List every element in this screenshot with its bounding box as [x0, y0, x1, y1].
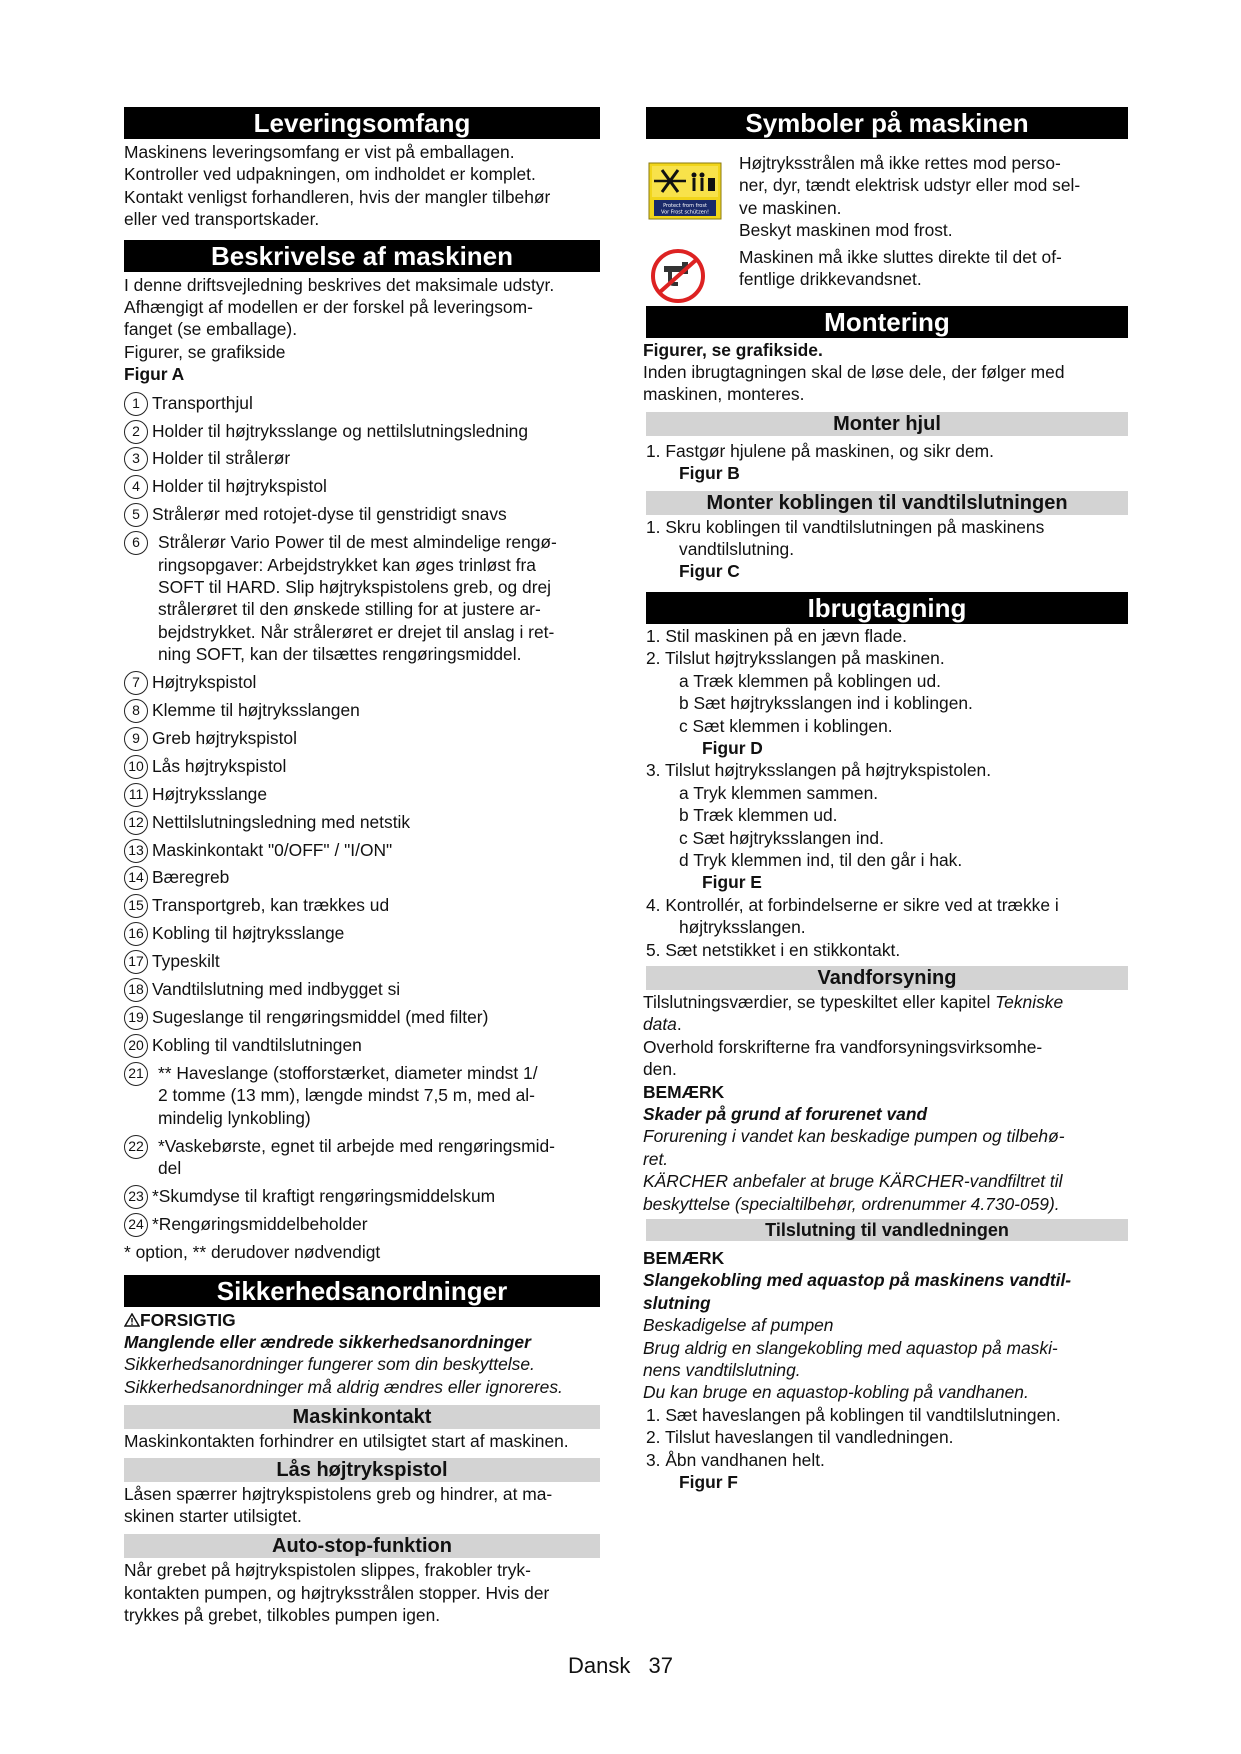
part-item: [124, 1213, 600, 1235]
figure-label: Figur B: [679, 463, 740, 484]
step: 3. Åbn vandhanen helt.: [646, 1449, 825, 1470]
text-span: .: [676, 1014, 682, 1035]
heading-tilslutning: Tilslutning til vandledningen: [646, 1219, 1128, 1241]
heading-symboler: Symboler på maskinen: [646, 107, 1128, 139]
text-line: Når grebet på højtrykspistolen slippes, frakobler tryk-: [124, 1560, 531, 1581]
part-item: [124, 531, 600, 665]
part-number-circle: 9: [124, 727, 148, 751]
no-drinking-water-icon: [650, 248, 706, 304]
part-item: [124, 950, 600, 972]
note-title: slutning: [643, 1292, 711, 1313]
text-line: den.: [643, 1059, 677, 1080]
step: 1. Stil maskinen på en jævn flade.: [646, 625, 908, 646]
note-text: Du kan bruge en aquastop-kobling på vandhanen.: [643, 1382, 1029, 1403]
heading-sikkerhed: Sikkerhedsanordninger: [124, 1275, 600, 1307]
heading-monter-kobling: Monter koblingen til vandtilslutningen: [646, 491, 1128, 515]
text-span-italic: Tekniske: [995, 991, 1064, 1012]
footnote: * option, ** derudover nødvendigt: [124, 1242, 381, 1263]
text-line: ner, dyr, tændt elektrisk udstyr eller mod sel-: [739, 175, 1081, 196]
part-label: del: [158, 1157, 182, 1178]
text-line: I denne driftsvejledning beskrives det maksimale udstyr.: [124, 274, 555, 295]
part-number-circle: 1: [124, 392, 148, 416]
sub-step: d Tryk klemmen ind, til den går i hak.: [679, 849, 963, 870]
part-item: [124, 1006, 600, 1028]
part-label: Kobling til højtryksslange: [152, 923, 345, 944]
sub-step: b Træk klemmen ud.: [679, 805, 838, 826]
part-number-circle: 21: [124, 1062, 148, 1086]
part-number-circle: 3: [124, 447, 148, 471]
frost-icon-text: Protect from frost: [663, 203, 707, 209]
left-column: [124, 107, 600, 1627]
part-number-circle: 7: [124, 671, 148, 695]
note-text: Beskadigelse af pumpen: [643, 1315, 834, 1336]
note-text: ret.: [643, 1148, 669, 1169]
section-sikkerhed: [124, 1275, 600, 1627]
text-line: Maskinens leveringsomfang er vist på emballagen.: [124, 142, 515, 162]
part-number-circle: 18: [124, 978, 148, 1002]
note-label: BEMÆRK: [643, 1248, 725, 1269]
step: 2. Tilslut haveslangen til vandledningen.: [646, 1427, 954, 1448]
part-label: Strålerør med rotojet-dyse til genstridigt snavs: [152, 504, 507, 525]
heading-vandforsyning: Vandforsyning: [646, 966, 1128, 990]
part-number-circle: 5: [124, 503, 148, 527]
part-number-circle: 23: [124, 1185, 148, 1209]
part-number-circle: 14: [124, 866, 148, 890]
part-item: [124, 811, 600, 833]
part-item: [124, 420, 600, 442]
part-item: [124, 392, 600, 414]
text-line: eller ved transportskader.: [124, 209, 320, 230]
text-line: Kontroller ved udpakningen, om indholdet er komplet.: [124, 164, 536, 185]
step: 2. Tilslut højtryksslangen på maskinen.: [646, 648, 945, 669]
section-leveringsomfang: [124, 107, 600, 231]
text-line: Afhængigt af modellen er der forskel på leveringsom-: [124, 297, 533, 318]
text-line: Figurer, se grafikside: [124, 341, 286, 362]
footer-language: Dansk: [568, 1653, 631, 1678]
warning-title: Manglende eller ændrede sikkerhedsanordninger: [124, 1331, 531, 1352]
part-label: ning SOFT, kan der tilsættes rengøringsmiddel.: [158, 644, 522, 665]
part-item: [124, 894, 600, 916]
part-item: [124, 978, 600, 1000]
part-label: Transportgreb, kan trækkes ud: [152, 895, 390, 916]
part-label: Holder til strålerør: [152, 448, 291, 469]
part-number-circle: 24: [124, 1213, 148, 1237]
heading-ibrugtagning: Ibrugtagning: [646, 592, 1128, 624]
note-title: Slangekobling med aquastop på maskinens vandtil-: [643, 1270, 1072, 1291]
figure-label: Figur D: [702, 737, 763, 758]
text-line: trykkes på grebet, tilkobles pumpen igen.: [124, 1605, 441, 1626]
figure-label: Figur F: [679, 1472, 738, 1493]
page-footer: [0, 1652, 1241, 1680]
heading-laas: Lås højtrykspistol: [124, 1458, 600, 1482]
section-ibrugtagning: [646, 592, 1128, 961]
text-line: fentlige drikkevandsnet.: [739, 269, 922, 290]
part-item: [124, 671, 600, 693]
heading-maskinkontakt: Maskinkontakt: [124, 1405, 600, 1429]
part-label: Strålerør Vario Power til de mest almindelige rengø-: [158, 532, 557, 553]
text-line: maskinen, monteres.: [643, 384, 805, 405]
warning-triangle-icon: [124, 1313, 140, 1327]
note-label: BEMÆRK: [643, 1081, 725, 1102]
part-label: Kobling til vandtilslutningen: [152, 1034, 362, 1055]
part-number-circle: 4: [124, 475, 148, 499]
page-number: 37: [648, 1653, 673, 1678]
part-number-circle: 19: [124, 1006, 148, 1030]
note-text: KÄRCHER anbefaler at bruge KÄRCHER-vandfiltret til: [643, 1171, 1063, 1192]
sub-step: a Tryk klemmen sammen.: [679, 782, 879, 803]
part-label: Typeskilt: [152, 951, 220, 972]
figure-label: Figur A: [124, 364, 185, 385]
text-line: Overhold forskrifterne fra vandforsyningsvirksomhe-: [643, 1036, 1043, 1057]
step: 3. Tilslut højtryksslangen på højtrykspistolen.: [646, 760, 992, 781]
part-label: Holder til højtryksslange og nettilslutningsledning: [152, 420, 529, 441]
text-line: kontakten pumpen, og højtryksstrålen stopper. Hvis der: [124, 1582, 550, 1603]
right-column: [643, 107, 1128, 1494]
part-item: [124, 839, 600, 861]
part-label: Maskinkontakt "0/OFF" / "I/ON": [152, 839, 393, 860]
part-label: Holder til højtrykspistol: [152, 476, 327, 497]
heading-autostop: Auto-stop-funktion: [124, 1534, 600, 1558]
part-item: [124, 727, 600, 749]
heading-leveringsomfang: Leveringsomfang: [124, 107, 600, 139]
part-item: [124, 1185, 600, 1207]
part-number-circle: 8: [124, 699, 148, 723]
part-label: Greb højtrykspistol: [152, 727, 297, 748]
text-line: [643, 991, 1128, 1013]
part-number-circle: 13: [124, 839, 148, 863]
frost-icon-text: Vor Frost schützen!: [661, 209, 709, 216]
text-line: Inden ibrugtagningen skal de løse dele, der følger med: [643, 362, 1065, 383]
part-item: [124, 783, 600, 805]
text-line: Beskyt maskinen mod frost.: [739, 220, 953, 241]
section-symboler: [646, 107, 1128, 306]
part-item: [124, 922, 600, 944]
step: 1. Sæt haveslangen på koblingen til vandtilslutningen.: [646, 1404, 1061, 1425]
part-number-circle: 15: [124, 894, 148, 918]
part-label: Transporthjul: [152, 392, 253, 413]
text-line-bold: Figurer, se grafikside.: [643, 339, 823, 360]
part-item: [124, 503, 600, 525]
part-label: strålerøret til den ønskede stilling for at justere ar-: [158, 599, 541, 620]
heading-beskrivelse: Beskrivelse af maskinen: [124, 240, 600, 272]
part-label: Klemme til højtryksslangen: [152, 700, 360, 721]
part-number-circle: 20: [124, 1034, 148, 1058]
sub-step: c Sæt højtryksslangen ind.: [679, 827, 884, 848]
section-beskrivelse: [124, 240, 600, 1264]
step: 5. Sæt netstikket i en stikkontakt.: [646, 939, 901, 960]
note-text: nens vandtilslutning.: [643, 1360, 801, 1381]
warning-text: Sikkerhedsanordninger fungerer som din beskyttelse.: [124, 1354, 535, 1375]
text-line: ve maskinen.: [739, 197, 842, 218]
part-item: [124, 866, 600, 888]
text-line: Låsen spærrer højtrykspistolens greb og hindrer, at ma-: [124, 1483, 553, 1504]
step-continued: højtryksslangen.: [679, 917, 806, 938]
frost-warning-icon: [648, 162, 722, 220]
symbol-row-2: [646, 246, 1128, 306]
step: 1. Fastgør hjulene på maskinen, og sikr dem.: [646, 440, 994, 461]
figure-label: Figur E: [702, 872, 762, 893]
part-number-circle: 2: [124, 420, 148, 444]
heading-monter-hjul: Monter hjul: [646, 412, 1128, 436]
part-number-circle: 22: [124, 1135, 148, 1159]
part-label: *Rengøringsmiddelbeholder: [152, 1213, 368, 1234]
heading-montering: Montering: [646, 306, 1128, 338]
part-label: bejdstrykket. Når strålerøret er drejet til anslag i ret-: [158, 621, 555, 642]
sub-step: a Træk klemmen på koblingen ud.: [679, 670, 941, 691]
part-label: Nettilslutningsledning med netstik: [152, 811, 411, 832]
step: 1. Skru koblingen til vandtilslutningen på maskinens: [646, 516, 1045, 537]
part-item: [124, 699, 600, 721]
warning-label: FORSIGTIG: [140, 1309, 236, 1330]
part-item: [124, 447, 600, 469]
warning-line: [124, 1309, 600, 1331]
part-item: [124, 475, 600, 497]
note-text: beskyttelse (specialtilbehør, ordrenummer 4.730-059).: [643, 1193, 1060, 1214]
part-number-circle: 6: [124, 531, 148, 555]
text-line: [643, 1013, 1128, 1035]
text-span-italic: data: [643, 1014, 677, 1035]
part-label: *Skumdyse til kraftigt rengøringsmiddelskum: [152, 1185, 496, 1206]
section-vandforsyning: [643, 966, 1128, 1215]
part-label: Sugeslange til rengøringsmiddel (med filter): [152, 1007, 489, 1027]
part-number-circle: 10: [124, 755, 148, 779]
part-number-circle: 12: [124, 811, 148, 835]
note-text: Forurening i vandet kan beskadige pumpen og tilbehø-: [643, 1126, 1065, 1147]
step: 4. Kontrollér, at forbindelserne er sikre ved at trække i: [646, 894, 1059, 915]
text-line: fanget (se emballage).: [124, 319, 298, 340]
text-span: Tilslutningsværdier, se typeskiltet eller kapitel: [643, 991, 991, 1012]
part-label: Lås højtrykspistol: [152, 755, 287, 776]
part-item: [124, 1034, 600, 1056]
section-montering: [643, 306, 1128, 583]
part-label: mindelig lynkobling): [158, 1107, 311, 1128]
step-continued: vandtilslutning.: [679, 539, 795, 560]
part-label: ** Haveslange (stofforstærket, diameter mindst 1/: [158, 1062, 538, 1083]
warning-text: Sikkerhedsanordninger må aldrig ændres eller ignoreres.: [124, 1376, 563, 1397]
symbol-row-1: [646, 152, 1128, 242]
parts-list: [124, 392, 600, 1236]
note-text: Brug aldrig en slangekobling med aquastop på maski-: [643, 1337, 1058, 1358]
sub-step: b Sæt højtryksslangen ind i koblingen.: [679, 693, 973, 714]
part-item: [124, 1062, 600, 1129]
section-tilslutning: [643, 1219, 1128, 1493]
part-number-circle: 17: [124, 950, 148, 974]
part-label: 2 tomme (13 mm), længde mindst 7,5 m, med al-: [158, 1085, 535, 1106]
part-item: [124, 755, 600, 777]
text-line: Maskinen må ikke sluttes direkte til det of-: [739, 246, 1062, 267]
part-label: Højtrykspistol: [152, 672, 257, 693]
text-line: Maskinkontakten forhindrer en utilsigtet start af maskinen.: [124, 1431, 569, 1452]
part-label: *Vaskebørste, egnet til arbejde med rengøringsmid-: [158, 1135, 555, 1156]
part-number-circle: 11: [124, 783, 148, 807]
symbol-text-2: [646, 246, 1128, 291]
text-line: skinen starter utilsigtet.: [124, 1506, 302, 1526]
part-label: Højtryksslange: [152, 783, 268, 804]
part-label: ringsopgaver: Arbejdstrykket kan øges trinløst fra: [158, 554, 536, 575]
part-number-circle: 16: [124, 922, 148, 946]
part-item: [124, 1135, 600, 1180]
figure-label: Figur C: [679, 561, 740, 582]
part-label: Bæregreb: [152, 867, 230, 888]
text-line: Højtryksstrålen må ikke rettes mod perso-: [739, 153, 1061, 173]
sub-step: c Sæt klemmen i koblingen.: [679, 715, 893, 736]
note-title: Skader på grund af forurenet vand: [643, 1104, 928, 1124]
part-label: Vandtilslutning med indbygget si: [152, 979, 401, 1000]
part-label: SOFT til HARD. Slip højtrykspistolens greb, og drej: [158, 577, 552, 597]
text-line: Kontakt venligst forhandleren, hvis der mangler tilbehør: [124, 186, 551, 207]
